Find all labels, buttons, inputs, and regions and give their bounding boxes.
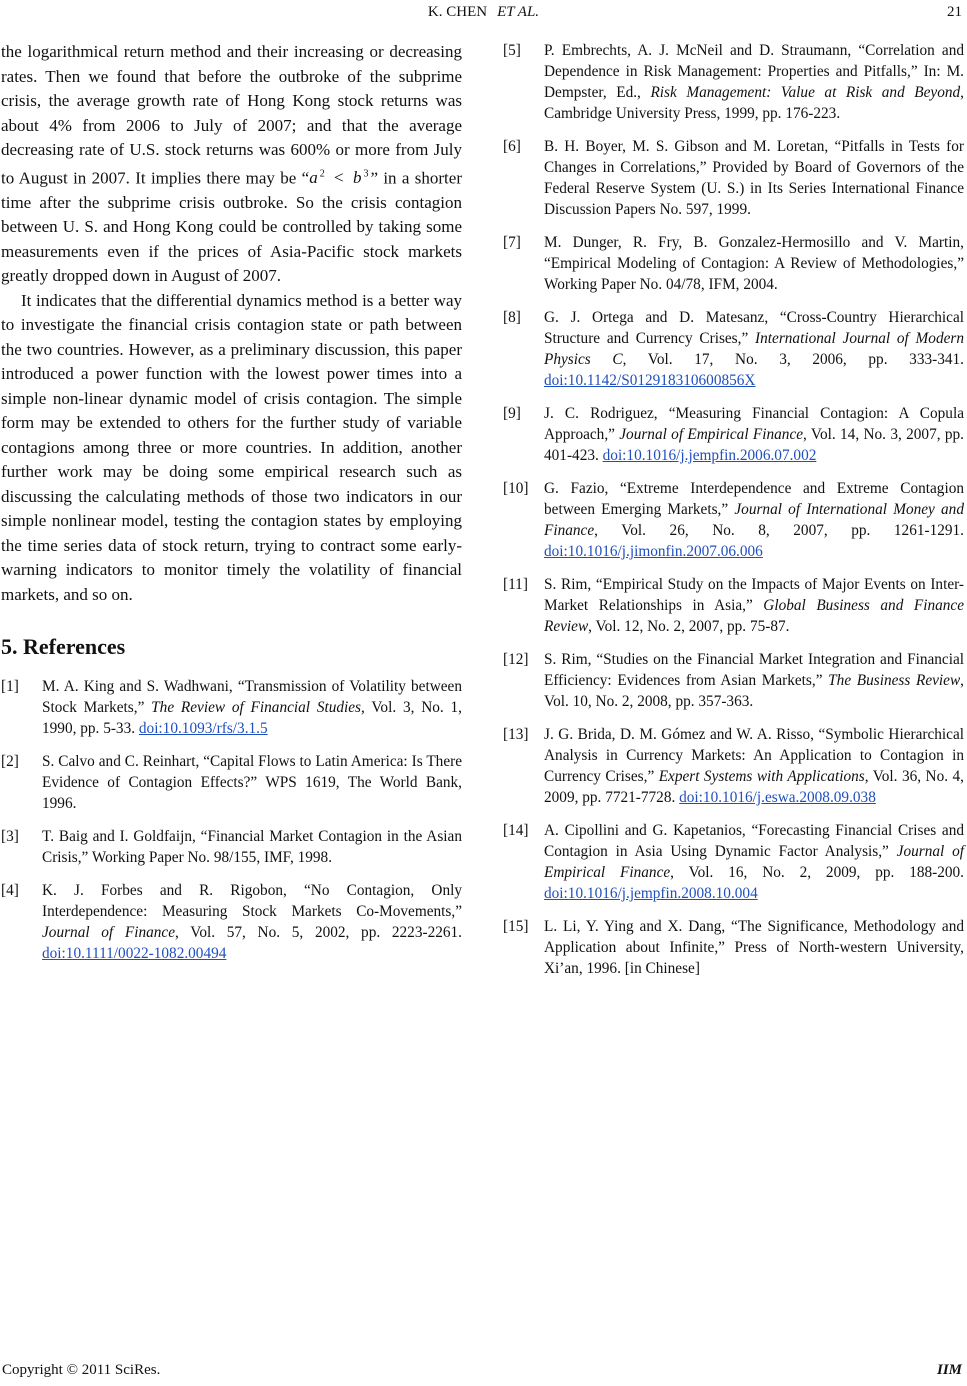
reference-number: [10] [503, 480, 529, 497]
doi-link[interactable]: doi:10.1016/j.eswa.2008.09.038 [679, 789, 876, 806]
reference-text: B. H. Boyer, M. S. Gibson and M. Loretan, “Pitfalls in Tests for Changes in Correlations,” Provided by Board of Governors of the Federal Reserve System (U. S.) in Its Series International Finance Discussion Papers No. 597, 1999. [544, 138, 964, 218]
reference-item [503, 916, 964, 979]
reference-item [503, 574, 964, 637]
reference-item [503, 649, 964, 712]
reference-details: , Vol. 3, No. 1, 1990, pp. 5-33. [42, 699, 462, 738]
reference-item [503, 40, 964, 124]
reference-text: A. Cipollini and G. Kapetanios, “Forecasting Financial Crises and Contagion in Asia Using Dynamic Factor Analysis,” [544, 822, 964, 860]
reference-details: , Vol. 16, No. 2, 2009, pp. 188-200. [670, 864, 965, 881]
body-paragraph-1 [1, 40, 462, 289]
reference-number: [3] [1, 828, 19, 846]
math-exp-b: 3 [363, 168, 371, 180]
reference-text: G. Fazio, “Extreme Interdependence and Extreme Contagion between Emerging Markets,” [544, 480, 964, 518]
reference-number: [1] [1, 678, 19, 696]
reference-text: J. C. Rodriguez, “Measuring Financial Contagion: A Copula Approach,” [544, 405, 964, 443]
reference-text: S. Calvo and C. Reinhart, “Capital Flows to Latin America: Is There Evidence of Contagion Effects?” WPS 1619, The World Bank, 1996. [42, 753, 462, 813]
reference-text: J. G. Brida, D. M. Gómez and W. A. Risso, “Symbolic Hierarchical Analysis in Currency Markets: An Application to Contagion in Currency Crises,” [544, 726, 964, 785]
reference-text: S. Rim, “Empirical Study on the Impacts of Major Events on Inter-Market Relationships in Asia,” [544, 576, 964, 614]
reference-number: [14] [503, 822, 529, 839]
reference-item [1, 826, 462, 868]
reference-source-title: The Review of Financial Studies [151, 699, 362, 717]
doi-link[interactable]: doi:10.1142/S012918310600856X [544, 372, 756, 389]
reference-source-title: Journal of International Money and Finance [544, 501, 964, 539]
reference-details: , Vol. 26, No. 8, 2007, pp. 1261-1291. [594, 522, 964, 539]
reference-item [503, 136, 964, 220]
reference-number: [2] [1, 753, 19, 771]
reference-text: M. Dunger, R. Fry, B. Gonzalez-Hermosillo and V. Martin, “Empirical Modeling of Contagion: A Review of Methodologies,” Working Paper No. 04/78, IFM, 2004. [544, 234, 964, 293]
body-paragraph-2: It indicates that the differential dynamics method is a better way to investigate the financial crisis contagion state or path between the two countries. However, as a preliminary discussion, this paper introduced a power function with the lowest power times into a simple non-linear dynamic model of crisis contagion. The simple form may be extended to others for the further study of variable contagions among three or more countries. In addition, another further work may be doing some empirical research such as discussing the calculating methods of those two indicators in our simple nonlinear model, testing the contagion states by employing the time series data of stock return, trying to contract some early-warning indicators to monitor timely the volatility of financial markets, and so on. [1, 290, 462, 604]
reference-number: [11] [503, 576, 528, 593]
page-header [0, 2, 967, 24]
copyright-notice: Copyright © 2011 SciRes. [2, 1362, 161, 1378]
reference-details: , Vol. 36, No. 4, 2009, pp. 7721-7728. [544, 768, 965, 806]
inequality-expression [309, 168, 370, 187]
reference-list-left [1, 676, 462, 964]
running-author: K. CHEN [427, 4, 488, 20]
math-lt: < [326, 168, 353, 188]
page-footer [0, 1360, 967, 1382]
reference-text: M. A. King and S. Wadhwani, “Transmission of Volatility between Stock Markets,” [42, 678, 462, 717]
reference-details: , Vol. 10, No. 2, 2008, pp. 357-363. [544, 672, 964, 710]
reference-details: , Cambridge University Press, 1999, pp. 176-223. [544, 84, 964, 122]
reference-source-title: International Journal of Modern Physics C [544, 330, 964, 368]
reference-item [503, 478, 964, 562]
reference-number: [15] [503, 918, 529, 935]
reference-number: [12] [503, 651, 529, 668]
reference-item [1, 880, 462, 964]
running-etal: ET AL. [497, 4, 540, 20]
reference-details: , Vol. 17, No. 3, 2006, pp. 333-341. [622, 351, 964, 368]
paragraph-text: the logarithmical return method and their increasing or decreasing rates. Then we found that before the outbroke of the subprime crisis, the average growth rate of Hong Kong stock returns was about 4% from 2006 to July of 2007; and that the average decreasing rate of U.S. stock returns was 600% or more from July to August in 2007. It implies there may be “ [1, 42, 462, 188]
reference-text: G. J. Ortega and D. Matesanz, “Cross-Country Hierarchical Structure and Currency Crises,” [544, 309, 964, 347]
math-var-b: b [352, 168, 364, 188]
reference-item [1, 676, 462, 739]
reference-source-title: Risk Management: Value at Risk and Beyond [650, 84, 961, 101]
reference-source-title: Global Business and Finance Review [544, 597, 964, 635]
page-number: 21 [947, 4, 962, 20]
reference-number: [6] [503, 138, 521, 155]
reference-source-title: Journal of Empirical Finance [619, 426, 804, 443]
reference-item [503, 820, 964, 904]
doi-link[interactable]: doi:10.1111/0022-1082.00494 [42, 945, 227, 963]
reference-source-title: Journal of Finance [42, 924, 175, 942]
reference-text: P. Embrechts, A. J. McNeil and D. Straumann, “Correlation and Dependence in Risk Management: Properties and Pitfalls,” In: M. Dempster, Ed., [544, 42, 964, 101]
math-var-a: a [309, 168, 320, 188]
reference-details: , Vol. 14, No. 3, 2007, pp. 401-423. [544, 426, 964, 464]
reference-number: [7] [503, 234, 521, 251]
reference-details: , Vol. 12, No. 2, 2007, pp. 75-87. [588, 618, 790, 635]
reference-source-title: Expert Systems with Applications [658, 768, 865, 785]
reference-item [503, 232, 964, 295]
math-exp-a: 2 [319, 168, 327, 180]
journal-abbrev: IIM [936, 1362, 962, 1378]
reference-source-title: The Business Review [828, 672, 961, 689]
reference-number: [13] [503, 726, 529, 743]
reference-item [503, 403, 964, 466]
reference-number: [9] [503, 405, 521, 422]
reference-number: [4] [1, 882, 19, 900]
right-column [503, 40, 964, 991]
reference-text: L. Li, Y. Ying and X. Dang, “The Significance, Methodology and Application about Infinite,” Press of North-western University, Xi’an, 1996. [in Chinese] [544, 918, 964, 977]
reference-details: , Vol. 57, No. 5, 2002, pp. 2223-2261. [175, 924, 462, 942]
reference-item [503, 307, 964, 391]
reference-text: T. Baig and I. Goldfaijn, “Financial Market Contagion in the Asian Crisis,” Working Paper No. 98/155, IMF, 1998. [42, 828, 462, 867]
doi-link[interactable]: doi:10.1016/j.jempfin.2006.07.002 [602, 447, 817, 464]
doi-link[interactable]: doi:10.1016/j.jempfin.2008.10.004 [544, 885, 758, 902]
running-title [0, 2, 967, 22]
reference-list-right [503, 40, 964, 979]
reference-item [503, 724, 964, 808]
reference-text: K. J. Forbes and R. Rigobon, “No Contagion, Only Interdependence: Measuring Stock Markets Co-Movements,” [42, 882, 462, 921]
doi-link[interactable]: doi:10.1093/rfs/3.1.5 [138, 720, 268, 738]
reference-source-title: Journal of Empirical Finance [544, 843, 964, 881]
paragraph-text: ” in a shorter time after the subprime crisis outbroke. So the crisis contagion between U. S. and Hong Kong could be controlled by taking some measurements even if the prices of Asia-Pacific stock markets greatly dropped down in August of 2007. [1, 168, 462, 286]
reference-number: [5] [503, 42, 521, 59]
doi-link[interactable]: doi:10.1016/j.jimonfin.2007.06.006 [544, 543, 763, 560]
reference-item [1, 751, 462, 814]
reference-text: S. Rim, “Studies on the Financial Market Integration and Financial Efficiency: Evidences from Asian Markets,” [544, 651, 964, 689]
section-heading: 5. References [1, 634, 126, 660]
reference-number: [8] [503, 309, 521, 326]
left-column [1, 40, 462, 976]
